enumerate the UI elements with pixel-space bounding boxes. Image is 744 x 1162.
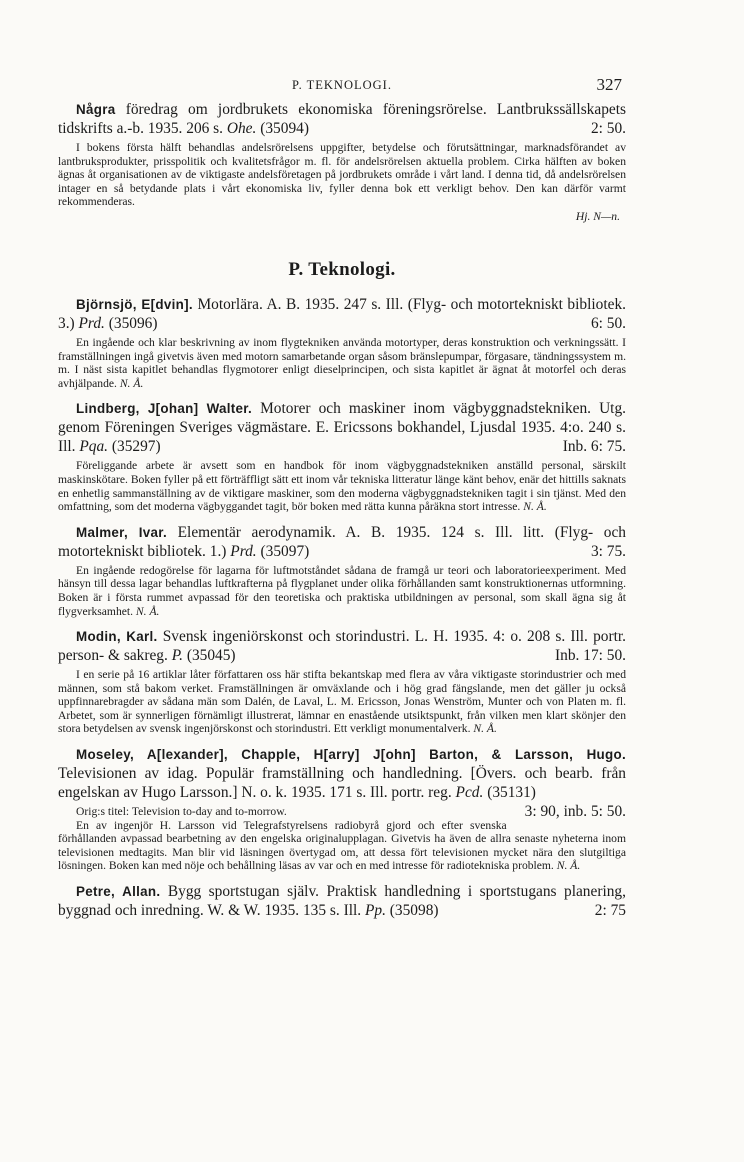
entry-annotation-text: En ingående redogörelse för lagarna för luftmotståndet sådana de framgå ur teori och laboratorieexperiment. Med hänsyn till dessa lagar behandlas luftkrafterna på flygplanet under olika förhållanden samt konstruktionernas utformning. Boken är i första rummet avpassad för den teoretiska och praktiska utbildningen av personal, som skall ägna sig åt flygverksamhet. <box>58 563 626 618</box>
entry-publisher-code: P. <box>171 647 183 665</box>
entry-number: (35131) <box>487 784 536 802</box>
entry-annotation-text: I en serie på 16 artiklar låter författaren oss här stifta bekantskap med flera av våra viktigaste storindustrier och med männen, som stå bakom verket. Framställningen är omväxlande och i hög grad fängslande, men det gäller ju också uppfinnarebragder av sådana män som Dalén, de Laval, L. M. Ericsson, Jonas Wenström, Munter och von Platen m. fl. Arbetet, som är synnerligen förnämligt illustrerat, lämnar en enastående utsiktspunkt, från vilken men klart skönjer den stora betydelsen av svensk ingenjörskonst och storindustri. Ett verkligt monumentalverk. <box>58 668 626 736</box>
entry-annotation <box>58 564 626 618</box>
bibliography-entry <box>58 882 626 920</box>
entry-number: (35097) <box>260 542 310 560</box>
entry-number: (35096) <box>108 314 158 332</box>
entry-price: 3: 75. <box>590 542 626 560</box>
entry-price: 2: 50. <box>590 120 626 137</box>
entry-annotation-text: En av ingenjör H. Larsson vid Telegrafstyrelsens radiobyrå gjord och efter svenska förhållanden avpassad bearbetning av den engelska originalupplagan. Givetvis ha även de allra senaste nyheterna inom televisionen medtagits. Man blir vid läsningen övertygad om, att dessa fört televisionen mycket nära den slutgiltiga lösningen. Boken kan med nöje och behållning läsas av var och en med intresse för radiotekniska problem. <box>58 818 626 873</box>
entry-signature: N. Å. <box>119 376 144 390</box>
entry-publisher-code: Pp. <box>364 902 386 920</box>
entry-annotation <box>58 668 626 736</box>
bibliography-entry <box>58 100 626 223</box>
entry-description: föredrag om jordbrukets ekonomiska föreningsrörelse. Lantbrukssällskapets tidskrifts a.-b. 1935. 206 s. <box>58 101 627 137</box>
entry-publisher-code: Prd. <box>78 314 105 332</box>
entry-description: Svensk ingeniörskonst och storindustri. L. H. 1935. 4: o. 208 s. Ill. portr. person- & sakreg. <box>58 628 626 665</box>
entry-description: Elementär aerodynamik. A. B. 1935. 124 s. Ill. litt. (Flyg- och motortekniskt bibliotek. 1.) <box>58 523 627 560</box>
entry-annotation <box>58 819 626 873</box>
entry-main-text <box>58 100 626 138</box>
entry-main-text <box>58 523 626 561</box>
running-head-title: P. TEKNOLOGI. <box>292 78 392 92</box>
entry-author: Lindberg, J[ohan] Walter. <box>76 401 253 417</box>
entry-main-text <box>58 882 626 920</box>
bibliography-entry <box>58 295 626 390</box>
running-head <box>58 76 626 96</box>
entry-signature: N. Å. <box>473 722 497 736</box>
entry-price: Inb. 17: 50. <box>555 647 626 665</box>
entry-author: Modin, Karl. <box>76 629 158 645</box>
entry-author: Petre, Allan. <box>76 884 161 900</box>
entry-signature: Hj. N—n. <box>575 209 620 223</box>
entry-signature: N. Å. <box>523 500 547 514</box>
entry-price: Inb. 6: 75. <box>562 438 626 456</box>
bibliography-entry <box>58 745 626 873</box>
entry-publisher-code: Ohe. <box>226 120 257 137</box>
section-heading: P. Teknologi. <box>288 258 396 280</box>
bibliography-entry <box>58 627 626 736</box>
entry-description: Bygg sportstugan själv. Praktisk handledning i sportstugans planering, byggnad och inredning. W. & W. 1935. 135 s. Ill. <box>58 883 626 920</box>
entry-publisher-code: Pqa. <box>79 438 109 456</box>
entry-publisher-code: Pcd. <box>455 784 484 802</box>
bibliography-entry <box>58 523 626 618</box>
entry-annotation <box>58 459 626 513</box>
page-content <box>58 100 626 929</box>
entry-annotation <box>58 336 626 390</box>
entry-number: (35098) <box>389 902 439 920</box>
entry-author: Malmer, Ivar. <box>76 524 168 540</box>
bibliography-entry <box>58 399 626 513</box>
entry-main-text <box>58 627 626 665</box>
entry-price: 2: 75 <box>594 902 626 920</box>
entry-signature: N. Å. <box>556 859 581 873</box>
entry-annotation-text: Föreliggande arbete är avsett som en handbok för inom vägbyggnadstekniken anställd personal, särskilt maskinskötare. Boken fyller på ett förträffligt sätt ett inom vår tekniska litteratur länge känt behov, enär det hittills saknats en enhetlig sammanställning av de viktigare maskiner, som den moderna vägbyggnadstekniken tagit i sin tjänst. Med den omfattning, som det moderna vägbyggandet tagit, bör boken med rätta kunna påräkna stort intresse. <box>58 459 626 514</box>
entry-main-text <box>58 295 626 333</box>
entry-annotation: I bokens första hälft behandlas andelsrörelsens uppgifter, betydelse och förutsättningar, marknadsförandet av lantbruksprodukter, prisspolitik och kvalitetsfrågor m. fl. för andelsrörelsen aktuella problem. Cirka hälften av boken ägnas åt organisationen av de viktigaste andelsföretagen på jordbrukets område i vårt land. I denna tid, då andelsrörelsen intager en så betydande plats i vårt ekonomiska liv, fyller denna bok ett verkligt behov. Den kan därför varmt rekommenderas. <box>58 141 626 209</box>
entry-author: Några <box>76 102 116 117</box>
entry-original-title: Orig:s titel: Television to-day and to-morrow. <box>76 805 287 819</box>
entry-description: Televisionen av idag. Populär framställning och handledning. [Övers. och bearb. från engelskan av Hugo Larsson.] N. o. k. 1935. 171 s. Ill. portr. reg. <box>58 765 626 802</box>
entry-signature: N. Å. <box>135 604 160 618</box>
entry-annotation-text: En ingående och klar beskrivning av inom flygtekniken använda motortyper, deras konstruktion och verkningssätt. I framställningen ingå givetvis även med motorn samarbetande organ såsom bränslepumpar, förgasare, tändningssystem m. m. I näst sista kapitlet behandlas flygmotorer enligt dieselprincipen, och sista kapitlet är ägnat åt motorfel och deras avhjälpande. <box>58 335 626 390</box>
entry-number: (35297) <box>111 438 161 456</box>
entry-price: 3: 90, inb. 5: 50. <box>524 803 626 821</box>
entry-description: Motorer och maskiner inom vägbyggnadstekniken. Utg. genom Föreningen Sveriges vägmästare. E. Ericssons bokhandel, Ljusdal 1935. 4:o. 240 s. Ill. <box>58 400 626 456</box>
entry-price: 6: 50. <box>590 314 626 332</box>
entry-main-text <box>58 399 626 456</box>
entry-number: (35045) <box>186 647 236 665</box>
entry-author: Moseley, A[lexander], Chapple, H[arry] J[ohn] Barton, & Larsson, Hugo. <box>76 747 626 763</box>
page-number: 327 <box>596 75 622 94</box>
entry-description: Motorlära. A. B. 1935. 247 s. Ill. (Flyg- och motortekniskt bibliotek. 3.) <box>58 295 626 332</box>
entry-number: (35094) <box>260 120 309 137</box>
entry-author: Björnsjö, E[dvin]. <box>76 296 193 312</box>
entry-publisher-code: Prd. <box>230 542 257 560</box>
